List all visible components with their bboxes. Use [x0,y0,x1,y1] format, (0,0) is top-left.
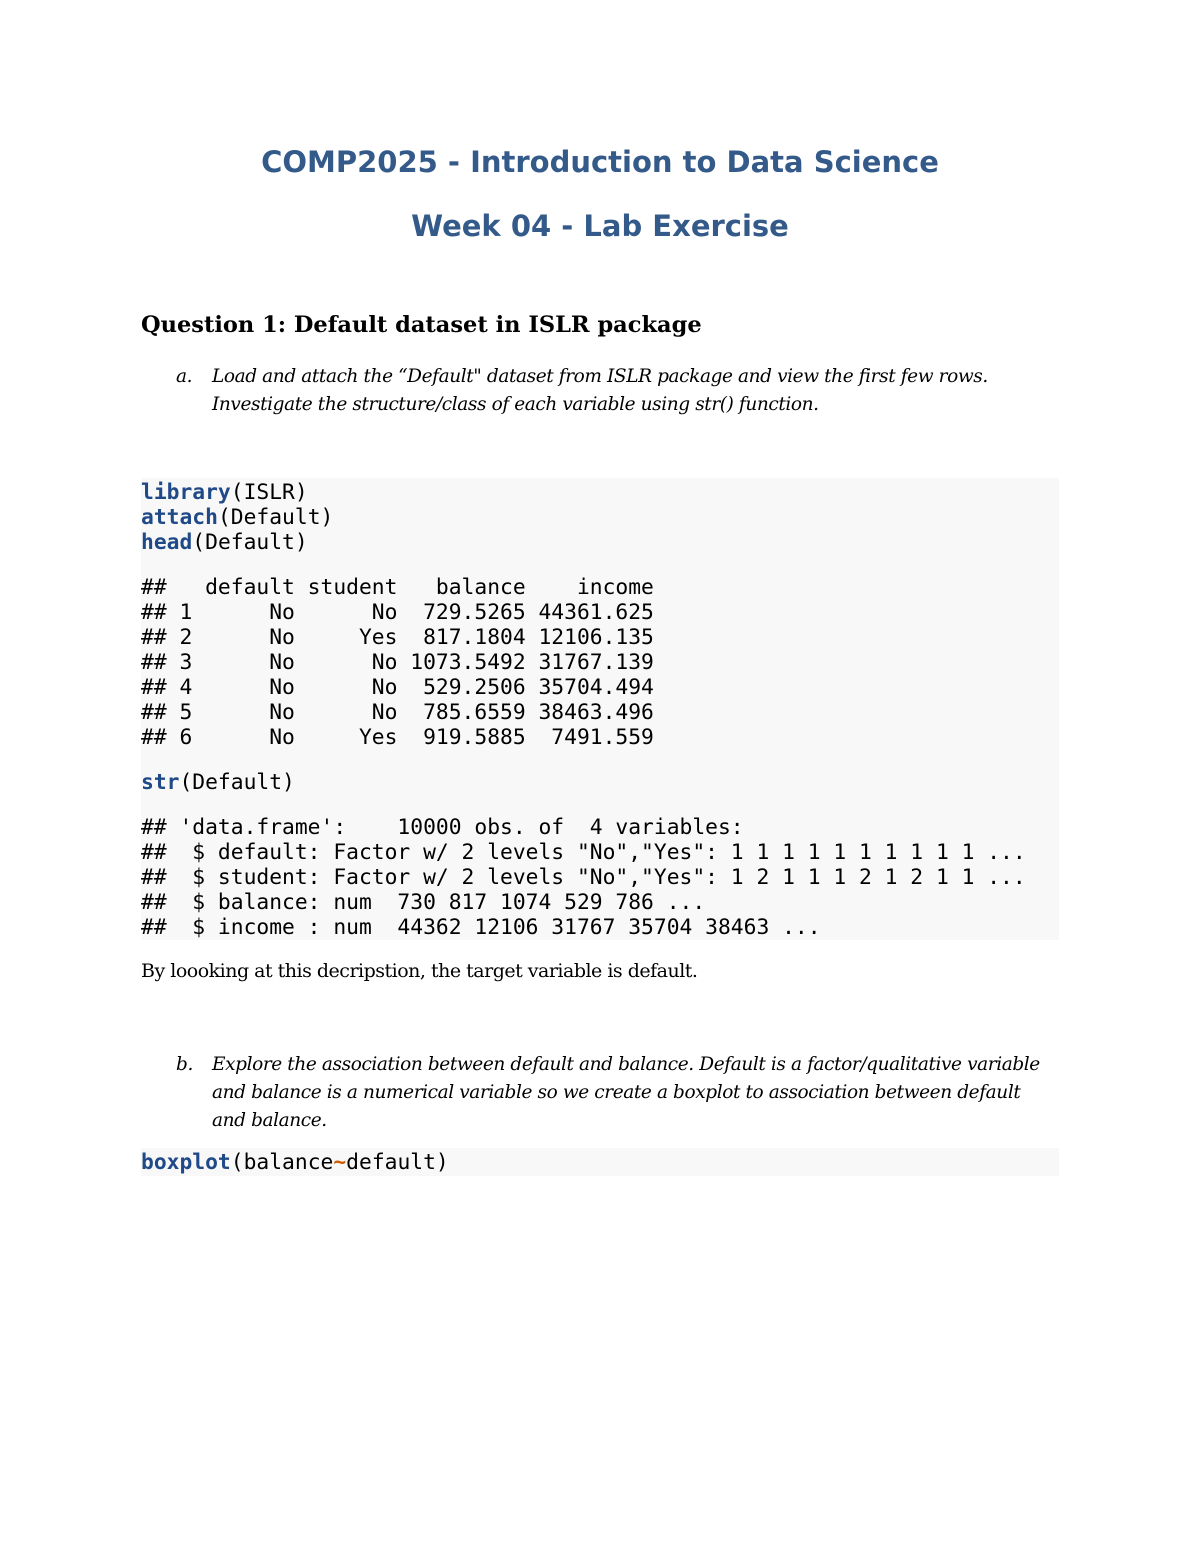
output-line: ## $ income : num 44362 12106 31767 35704 38463 ... [141,915,821,940]
code-line-str [141,770,295,795]
code-line-library [141,480,308,505]
output-line: ## 2 No Yes 817.1804 12106.135 [141,625,654,650]
output-line: ## default student balance income [141,575,654,600]
output-line: ## 1 No No 729.5265 44361.625 [141,600,654,625]
function-attach: attach [141,505,218,530]
output-line: ## $ balance: num 730 817 1074 529 786 ... [141,890,706,915]
document-subtitle: Week 04 - Lab Exercise [411,209,789,243]
boxplot-args-close: default) [346,1150,449,1175]
boxplot-args-open: (balance [230,1150,334,1175]
list-item-a-text: Load and attach the “Default" dataset from ISLR package and view the first few rows. Investigate the structure/class of each variable using str() function. [212,366,988,415]
list-item-b [176,1051,1056,1135]
function-library: library [141,480,231,505]
question-1-heading: Question 1: Default dataset in ISLR package [141,312,702,338]
function-boxplot: boxplot [141,1150,231,1175]
output-line: ## 4 No No 529.2506 35704.494 [141,675,654,700]
output-line: ## $ student: Factor w/ 2 levels "No","Yes": 1 2 1 1 1 2 1 2 1 1 ... [141,865,1026,890]
attach-args: (Default) [217,505,334,530]
output-line: ## 3 No No 1073.5492 31767.139 [141,650,654,675]
output-line: ## 5 No No 785.6559 38463.496 [141,700,654,725]
formula-tilde: ~ [333,1150,347,1175]
code-line-head [141,530,308,555]
function-head: head [141,530,193,555]
conclusion-paragraph: By loooking at this decripstion, the target variable is default. [141,960,698,982]
library-args: (ISLR) [230,480,308,505]
code-line-attach [141,505,333,530]
head-args: (Default) [192,530,308,555]
output-line: ## 'data.frame': 10000 obs. of 4 variables: [141,815,744,840]
output-line: ## 6 No Yes 919.5885 7491.559 [141,725,654,750]
code-block-boxplot [141,1148,1059,1176]
str-args: (Default) [179,770,295,795]
list-item-b-text: Explore the association between default and balance. Default is a factor/qualitative variable and balance is a numerical variable so we create a boxplot to association between default and balance. [212,1054,1040,1131]
code-block-main [141,478,1059,940]
list-item-a [176,363,1056,419]
output-line: ## $ default: Factor w/ 2 levels "No","Yes": 1 1 1 1 1 1 1 1 1 1 ... [141,840,1026,865]
function-str: str [141,770,180,795]
list-marker-b: b. [176,1054,193,1075]
code-line-boxplot [141,1150,449,1175]
document-title: COMP2025 - Introduction to Data Science [261,145,939,179]
list-marker-a: a. [176,366,193,387]
